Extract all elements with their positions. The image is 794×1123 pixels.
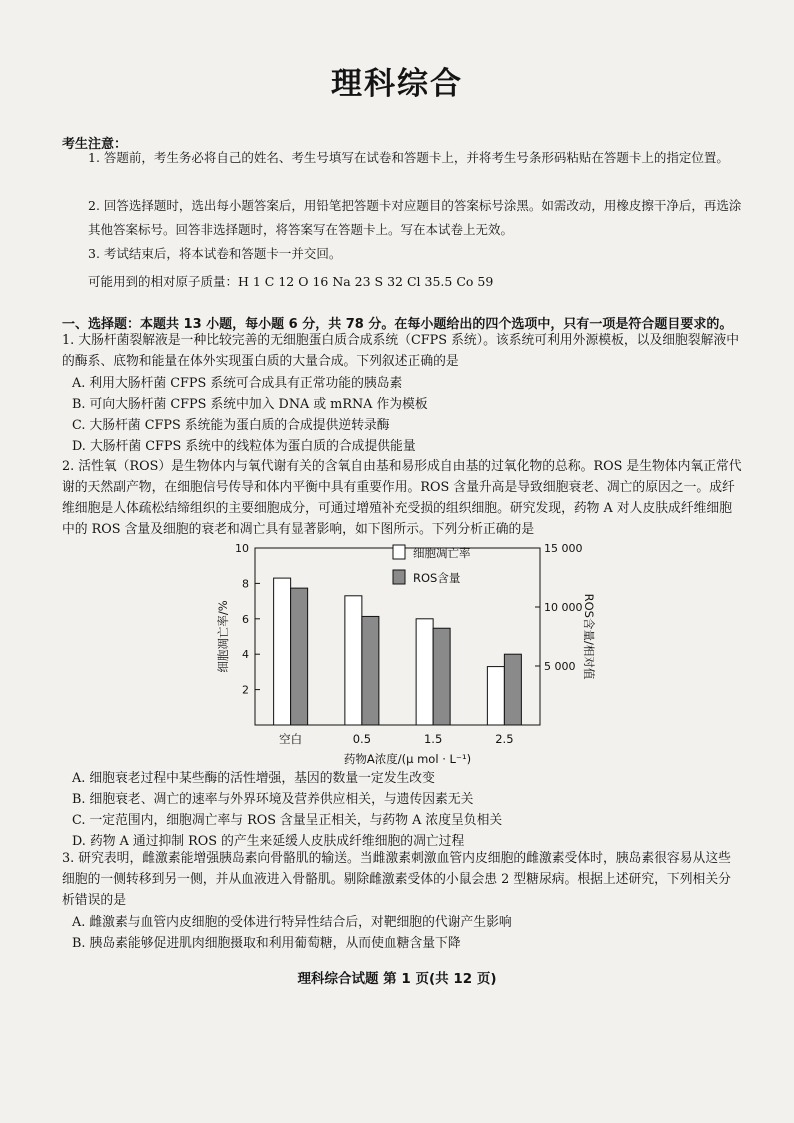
question-2-option-b: B. 细胞衰老、凋亡的速率与外界环境及营养供应相关，与遗传因素无关 <box>72 792 474 807</box>
legend-label: 细胞凋亡率 <box>413 546 471 560</box>
question-1-option-b: B. 可向大肠杆菌 CFPS 系统中加入 DNA 或 mRNA 作为模板 <box>72 397 428 412</box>
bar-ros-content <box>362 616 379 725</box>
question-2-stem: 2. 活性氧（ROS）是生物体内与氧代谢有关的含氧自由基和易形成自由基的过氧化物的总称。ROS 是生物体内氧正常代谢的天然副产物，在细胞信号传导和体内平衡中具有重要作用。ROS 含量升高是导致细胞衰老、凋亡的原因之一。成纤维细胞是人体疏松结缔组织的主要细胞成分，可通过增殖补充受损的组织细胞。研究发现，药物 A 对人皮肤成纤维细胞中的 ROS 含量及细胞的衰老和凋亡具有显著影响，如下图所示。下列分析正确的是 <box>62 459 742 537</box>
bar-apoptosis-rate <box>345 596 362 725</box>
question-1-option-d: D. 大肠杆菌 CFPS 系统中的线粒体为蛋白质的合成提供能量 <box>72 439 416 454</box>
page-footer: 理科综合试题 第 1 页(共 12 页) <box>297 971 497 987</box>
question-2-option-d: D. 药物 A 通过抑制 ROS 的产生来延缓人皮肤成纤维细胞的凋亡过程 <box>72 834 465 849</box>
x-axis-label: 药物A浓度/(μ mol · L⁻¹) <box>343 752 472 766</box>
question-2-option-c: C. 一定范围内，细胞凋亡率与 ROS 含量呈正相关，与药物 A 浓度呈负相关 <box>72 813 503 828</box>
x-tick-label: 0.5 <box>352 732 372 746</box>
legend-swatch <box>393 570 405 584</box>
y-left-tick-label: 6 <box>242 612 249 626</box>
y-right-tick-label: 15 000 <box>544 542 583 555</box>
question-1-option-c: C. 大肠杆菌 CFPS 系统能为蛋白质的合成提供逆转录酶 <box>72 418 390 433</box>
legend-label: ROS含量 <box>413 571 461 585</box>
y-left-tick-label: 8 <box>242 577 249 591</box>
bar-ros-content <box>504 654 521 725</box>
bar-apoptosis-rate <box>487 667 504 725</box>
question-3-option-b: B. 胰岛素能够促进肌肉细胞摄取和利用葡萄糖，从而使血糖含量下降 <box>72 936 461 951</box>
y-right-axis-label: ROS含量/相对值 <box>582 593 596 680</box>
question-1-option-a: A. 利用大肠杆菌 CFPS 系统可合成具有正常功能的胰岛素 <box>72 376 403 391</box>
x-tick-label: 1.5 <box>423 732 443 746</box>
legend-swatch <box>393 545 405 559</box>
atomic-masses: 可能用到的相对原子质量：H 1 C 12 O 16 Na 23 S 32 Cl 35.5 Co 59 <box>88 274 494 289</box>
question-3-stem: 3. 研究表明，雌激素能增强胰岛素向骨骼肌的输送。当雌激素刺激血管内皮细胞的雌激素受体时，胰岛素很容易从这些细胞的一侧转移到另一侧，并从血液进入骨骼肌。剔除雌激素受体的小鼠会患 2 型糖尿病。根据上述研究，下列相关分析错误的是 <box>62 851 731 908</box>
notice-item-1: 1. 答题前，考生务必将自己的姓名、考生号填写在试卷和答题卡上，并将考生号条形码粘贴在答题卡上的指定位置。 <box>88 150 729 165</box>
notice-item-2: 2. 回答选择题时，选出每小题答案后，用铅笔把答题卡对应题目的答案标号涂黑。如需改动，用橡皮擦干净后，再选涂其他答案标号。回答非选择题时，将答案写在答题卡上。写在本试卷上无效。 <box>88 198 742 237</box>
bar-ros-content <box>291 588 308 725</box>
bar-apoptosis-rate <box>274 578 291 725</box>
y-right-tick-label: 10 000 <box>544 601 583 614</box>
y-left-axis-label: 细胞凋亡率/% <box>216 600 230 673</box>
y-left-tick-label: 2 <box>242 683 249 697</box>
section-heading: 一、选择题：本题共 13 小题，每小题 6 分，共 78 分。在每小题给出的四个选项中，只有一项是符合题目要求的。 <box>62 317 733 332</box>
question-2-option-a: A. 细胞衰老过程中某些酶的活性增强，基因的数量一定发生改变 <box>72 771 435 786</box>
notice-item-3: 3. 考试结束后，将本试卷和答题卡一并交回。 <box>88 246 342 261</box>
question-3-option-a: A. 雌激素与血管内皮细胞的受体进行特异性结合后，对靶细胞的代谢产生影响 <box>72 915 512 930</box>
question-1-stem: 1. 大肠杆菌裂解液是一种比较完善的无细胞蛋白质合成系统（CFPS 系统）。该系统可利用外源模板，以及细胞裂解液中的酶系、底物和能量在体外实现蛋白质的大量合成。下列叙述正确的是 <box>62 333 740 369</box>
bar-chart <box>205 535 596 767</box>
x-tick-label: 空白 <box>279 732 303 746</box>
x-tick-label: 2.5 <box>495 732 514 746</box>
page-title: 理科综合 <box>331 66 463 102</box>
y-right-tick-label: 5 000 <box>544 660 576 673</box>
bar-ros-content <box>433 628 450 725</box>
notice-heading: 考生注意： <box>62 137 128 152</box>
y-left-tick-label: 10 <box>235 542 249 555</box>
y-left-tick-label: 4 <box>242 648 249 662</box>
bar-apoptosis-rate <box>416 619 433 725</box>
